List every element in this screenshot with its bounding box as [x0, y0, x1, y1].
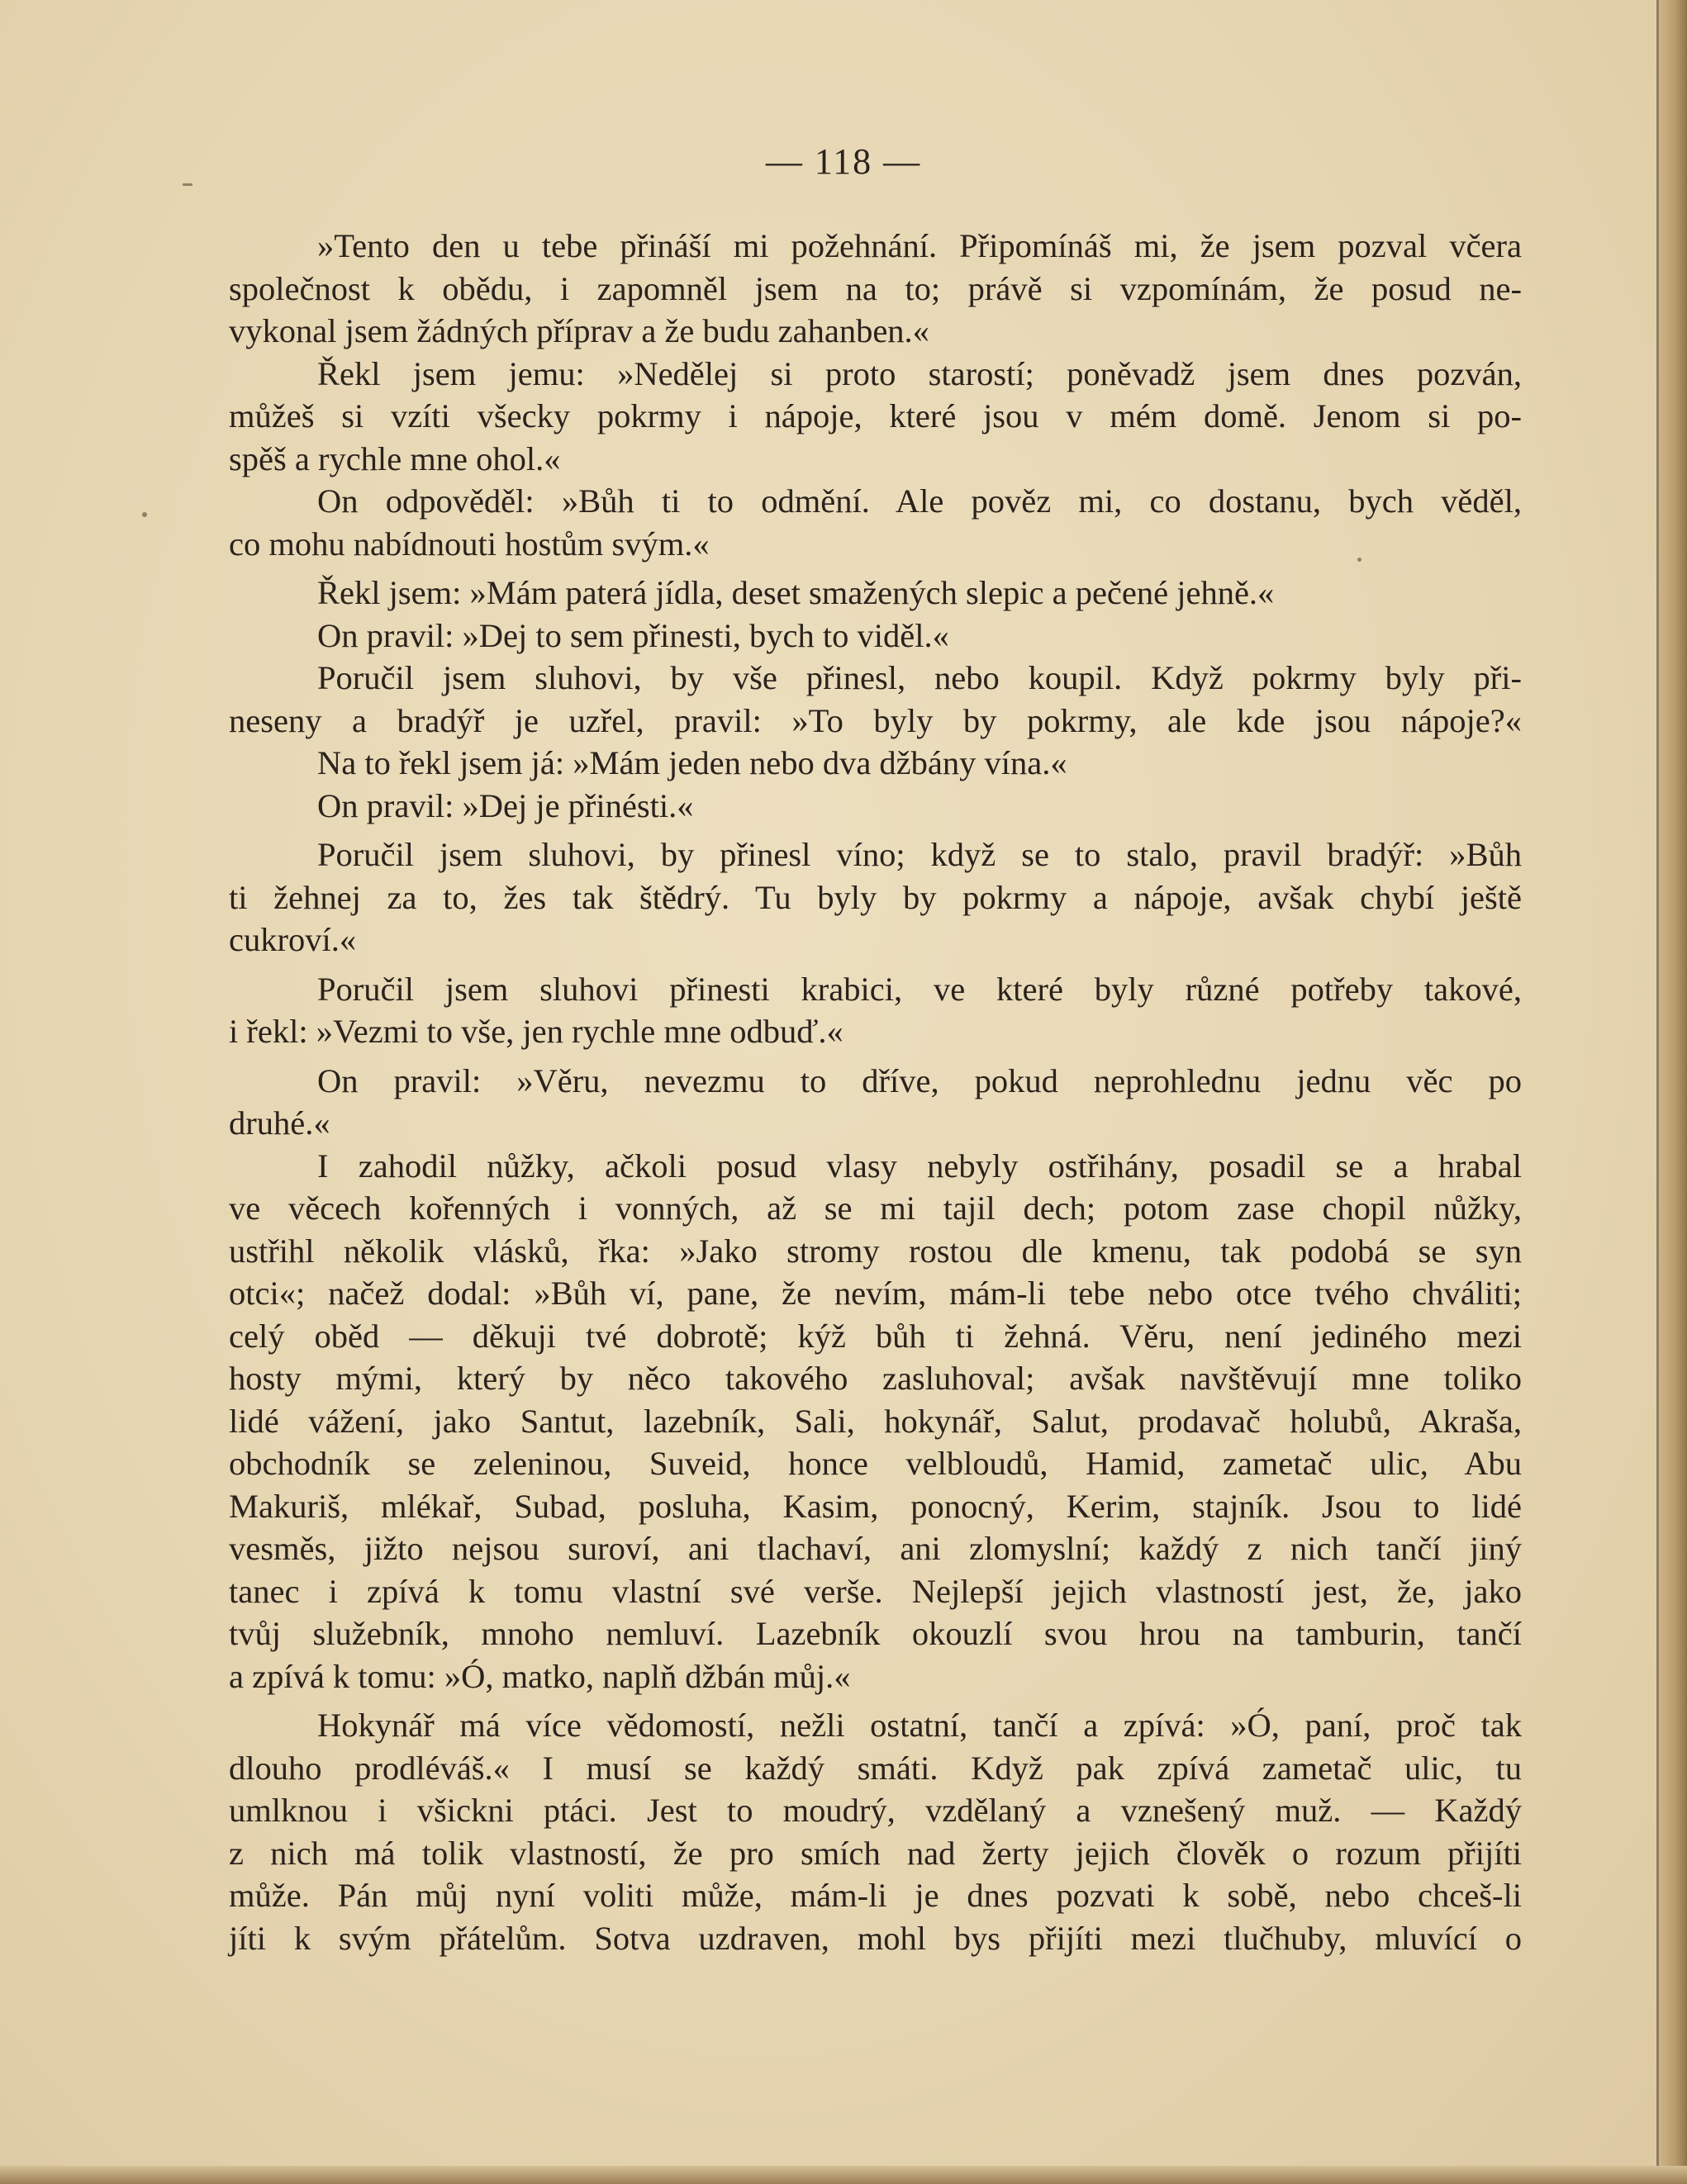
- text-line: obchodník se zeleninou, Suveid, honce velbloudů, Hamid, zametač ulic, Abu: [229, 1445, 1522, 1482]
- text-line: »Tento den u tebe přináší mi požehnání. Připomínáš mi, že jsem pozval včera: [317, 227, 1522, 264]
- paper-speck: [183, 183, 192, 186]
- text-line: můžeš si vzíti všecky pokrmy i nápoje, které jsou v mém domě. Jenom si po-: [229, 397, 1522, 434]
- text-line: dlouho prodléváš.« I musí se každý smáti. Když pak zpívá zametač ulic, tu: [229, 1749, 1522, 1787]
- text-line: druhé.«: [229, 1104, 330, 1142]
- text-line: On pravil: »Dej je přinésti.«: [317, 786, 694, 824]
- text-line: ustřihl několik vlásků, řka: »Jako stromy rostou dle kmenu, tak podobá se syn: [229, 1232, 1522, 1270]
- text-line: ve věcech kořenných i vonných, až se mi tajil dech; potom zase chopil nůžky,: [229, 1189, 1522, 1227]
- text-line: spěš a rychle mne ohol.«: [229, 439, 561, 477]
- page-number: — 118 —: [765, 141, 922, 182]
- text-line: On pravil: »Dej to sem přinesti, bych to viděl.«: [317, 616, 949, 654]
- text-line: hosty mými, který by něco takového zasluhoval; avšak navštěvují mne toliko: [229, 1360, 1522, 1397]
- text-line: tvůj služebník, mnoho nemluví. Lazebník okouzlí svou hrou na tamburin, tančí: [229, 1615, 1522, 1652]
- text-line: tanec i zpívá k tomu vlastní své verše. Nejlepší jejich vlastností jest, že, jako: [229, 1572, 1522, 1610]
- text-line: i řekl: »Vezmi to vše, jen rychle mne odbuď.«: [229, 1013, 844, 1050]
- text-line: co mohu nabídnouti hostům svým.«: [229, 525, 710, 563]
- text-line: On pravil: »Věru, nevezmu to dříve, pokud neprohlednu jednu věc po: [317, 1061, 1522, 1099]
- text-line: z nich má tolik vlastností, že pro smích nad žerty jejich člověk o rozum přijíti: [229, 1834, 1522, 1872]
- text-line: Poručil jsem sluhovi, by vše přinesl, nebo koupil. Když pokrmy byly při-: [317, 659, 1522, 696]
- text-line: neseny a bradýř je uzřel, pravil: »To byly by pokrmy, ale kde jsou nápoje?«: [229, 701, 1522, 739]
- paper-speck: [142, 512, 147, 517]
- text-line: Poručil jsem sluhovi přinesti krabici, ve které byly různé potřeby takové,: [317, 970, 1522, 1008]
- body-text: [229, 225, 1522, 1959]
- text-line: Makuriš, mlékař, Subad, posluha, Kasim, ponocný, Kerim, stajník. Jsou to lidé: [229, 1487, 1522, 1525]
- text-line: Na to řekl jsem já: »Mám jeden nebo dva džbány vína.«: [317, 744, 1067, 781]
- text-line: a zpívá k tomu: »Ó, matko, naplň džbán můj.«: [229, 1657, 851, 1695]
- text-line: On odpověděl: »Bůh ti to odmění. Ale pověz mi, co dostanu, bych věděl,: [317, 482, 1522, 520]
- text-line: jíti k svým přátelům. Sotva uzdraven, mohl bys přijíti mezi tlučhuby, mluvící o: [229, 1919, 1522, 1957]
- text-line: cukroví.«: [229, 921, 357, 958]
- text-line: Hokynář má více vědomostí, nežli ostatní, tančí a zpívá: »Ó, paní, proč tak: [317, 1707, 1522, 1744]
- text-line: vesměs, jižto nejsou suroví, ani tlachaví, ani zlomyslní; každý z nich tančí jiný: [229, 1530, 1522, 1567]
- text-line: I zahodil nůžky, ačkoli posud vlasy nebyly ostřihány, posadil se a hrabal: [317, 1147, 1522, 1185]
- text-line: může. Pán můj nyní voliti může, mám-li je dnes pozvati k sobě, nebo chceš-li: [229, 1877, 1522, 1914]
- text-line: společnost k obědu, i zapomněl jsem na to; právě si vzpomínám, že posud ne-: [229, 269, 1522, 307]
- text-line: celý oběd — děkuji tvé dobrotě; kýž bůh ti žehná. Věru, není jediného mezi: [229, 1317, 1522, 1355]
- text-line: Řekl jsem jemu: »Nedělej si proto starostí; poněvadž jsem dnes pozván,: [317, 354, 1522, 392]
- page-edge-right: [1659, 0, 1687, 2184]
- text-line: umlknou i všicknі ptáci. Jest to moudrý, vzdělaný a vznešený muž. — Každý: [229, 1792, 1522, 1829]
- text-line: Poručil jsem sluhovi, by přinesl víno; když se to stalo, pravil bradýř: »Bůh: [317, 836, 1522, 873]
- text-line: otci«; načež dodal: »Bůh ví, pane, že nevím, mám-li tebe nebo otce tvého chváliti;: [229, 1275, 1522, 1312]
- page-edge-bottom: [0, 2166, 1687, 2184]
- text-line: Řekl jsem: »Mám paterá jídla, deset smažených slepic a pečené jehně.«: [317, 574, 1275, 611]
- text-line: lidé vážení, jako Santut, lazebník, Sali, hokynář, Salut, prodavač holubů, Akraša,: [229, 1402, 1522, 1440]
- text-line: vykonal jsem žádných příprav a že budu zahanben.«: [229, 312, 929, 349]
- text-line: ti žehnej za to, žes tak štědrý. Tu byly by pokrmy a nápoje, avšak chybí ještě: [229, 878, 1522, 916]
